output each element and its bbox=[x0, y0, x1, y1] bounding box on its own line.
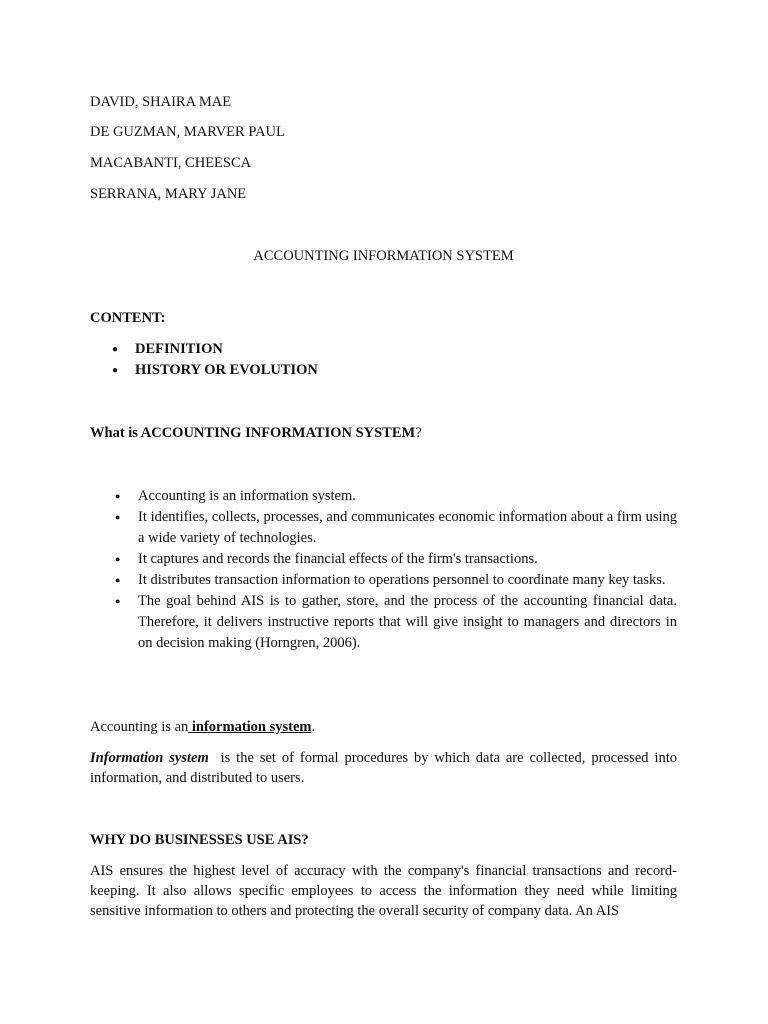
content-list-item: ● DEFINITION bbox=[90, 339, 318, 360]
document-page bbox=[90, 0, 681, 1024]
definition-paragraph bbox=[90, 748, 681, 788]
author-name: SERRANA, MARY JANE bbox=[90, 186, 247, 202]
statement-suffix: . bbox=[311, 719, 316, 735]
list-item: ● Accounting is an information system. bbox=[90, 486, 677, 507]
accounting-statement bbox=[90, 718, 315, 736]
definition-text: is the set of formal procedures by which data are collected, processed into information, and distributed to users. bbox=[90, 750, 681, 786]
list-item: ● The goal behind AIS is to gather, store, and the process of the accounting financial data. Therefore, it delivers instructive reports that will give insight to managers and directors in on decision making (Horngren, 2006). bbox=[90, 591, 677, 654]
author-name: DE GUZMAN, MARVER PAUL bbox=[90, 124, 285, 140]
why-paragraph: AIS ensures the highest level of accuracy with the company's financial transactions and record-keeping. It also allows specific employees to access the information they need while limiting sensitive information to others and protecting the overall security of company data. An AIS bbox=[90, 863, 677, 919]
question-heading bbox=[90, 424, 422, 442]
definition-term: Information system bbox=[90, 750, 209, 766]
ais-bullet-list bbox=[90, 486, 677, 654]
why-heading: WHY DO BUSINESSES USE AIS? bbox=[90, 832, 309, 848]
statement-emphasis: information system bbox=[188, 719, 312, 735]
document-title: ACCOUNTING INFORMATION SYSTEM bbox=[253, 248, 514, 264]
question-mark: ? bbox=[415, 425, 422, 441]
content-list bbox=[90, 339, 318, 381]
list-item: ● It identifies, collects, processes, and communicates economic information about a firm using a wide variety of technologies. bbox=[90, 507, 677, 549]
author-name: DAVID, SHAIRA MAE bbox=[90, 94, 232, 110]
question-text: What is ACCOUNTING INFORMATION SYSTEM bbox=[90, 425, 416, 441]
list-item: ● It captures and records the financial effects of the firm's transactions. bbox=[90, 549, 677, 570]
list-item: ● It distributes transaction information to operations personnel to coordinate many key tasks. bbox=[90, 570, 677, 591]
author-name: MACABANTI, CHEESCA bbox=[90, 155, 252, 171]
content-list-item: ● HISTORY OR EVOLUTION bbox=[90, 360, 318, 381]
content-heading: CONTENT: bbox=[90, 310, 166, 326]
statement-prefix: Accounting is an bbox=[90, 719, 189, 735]
